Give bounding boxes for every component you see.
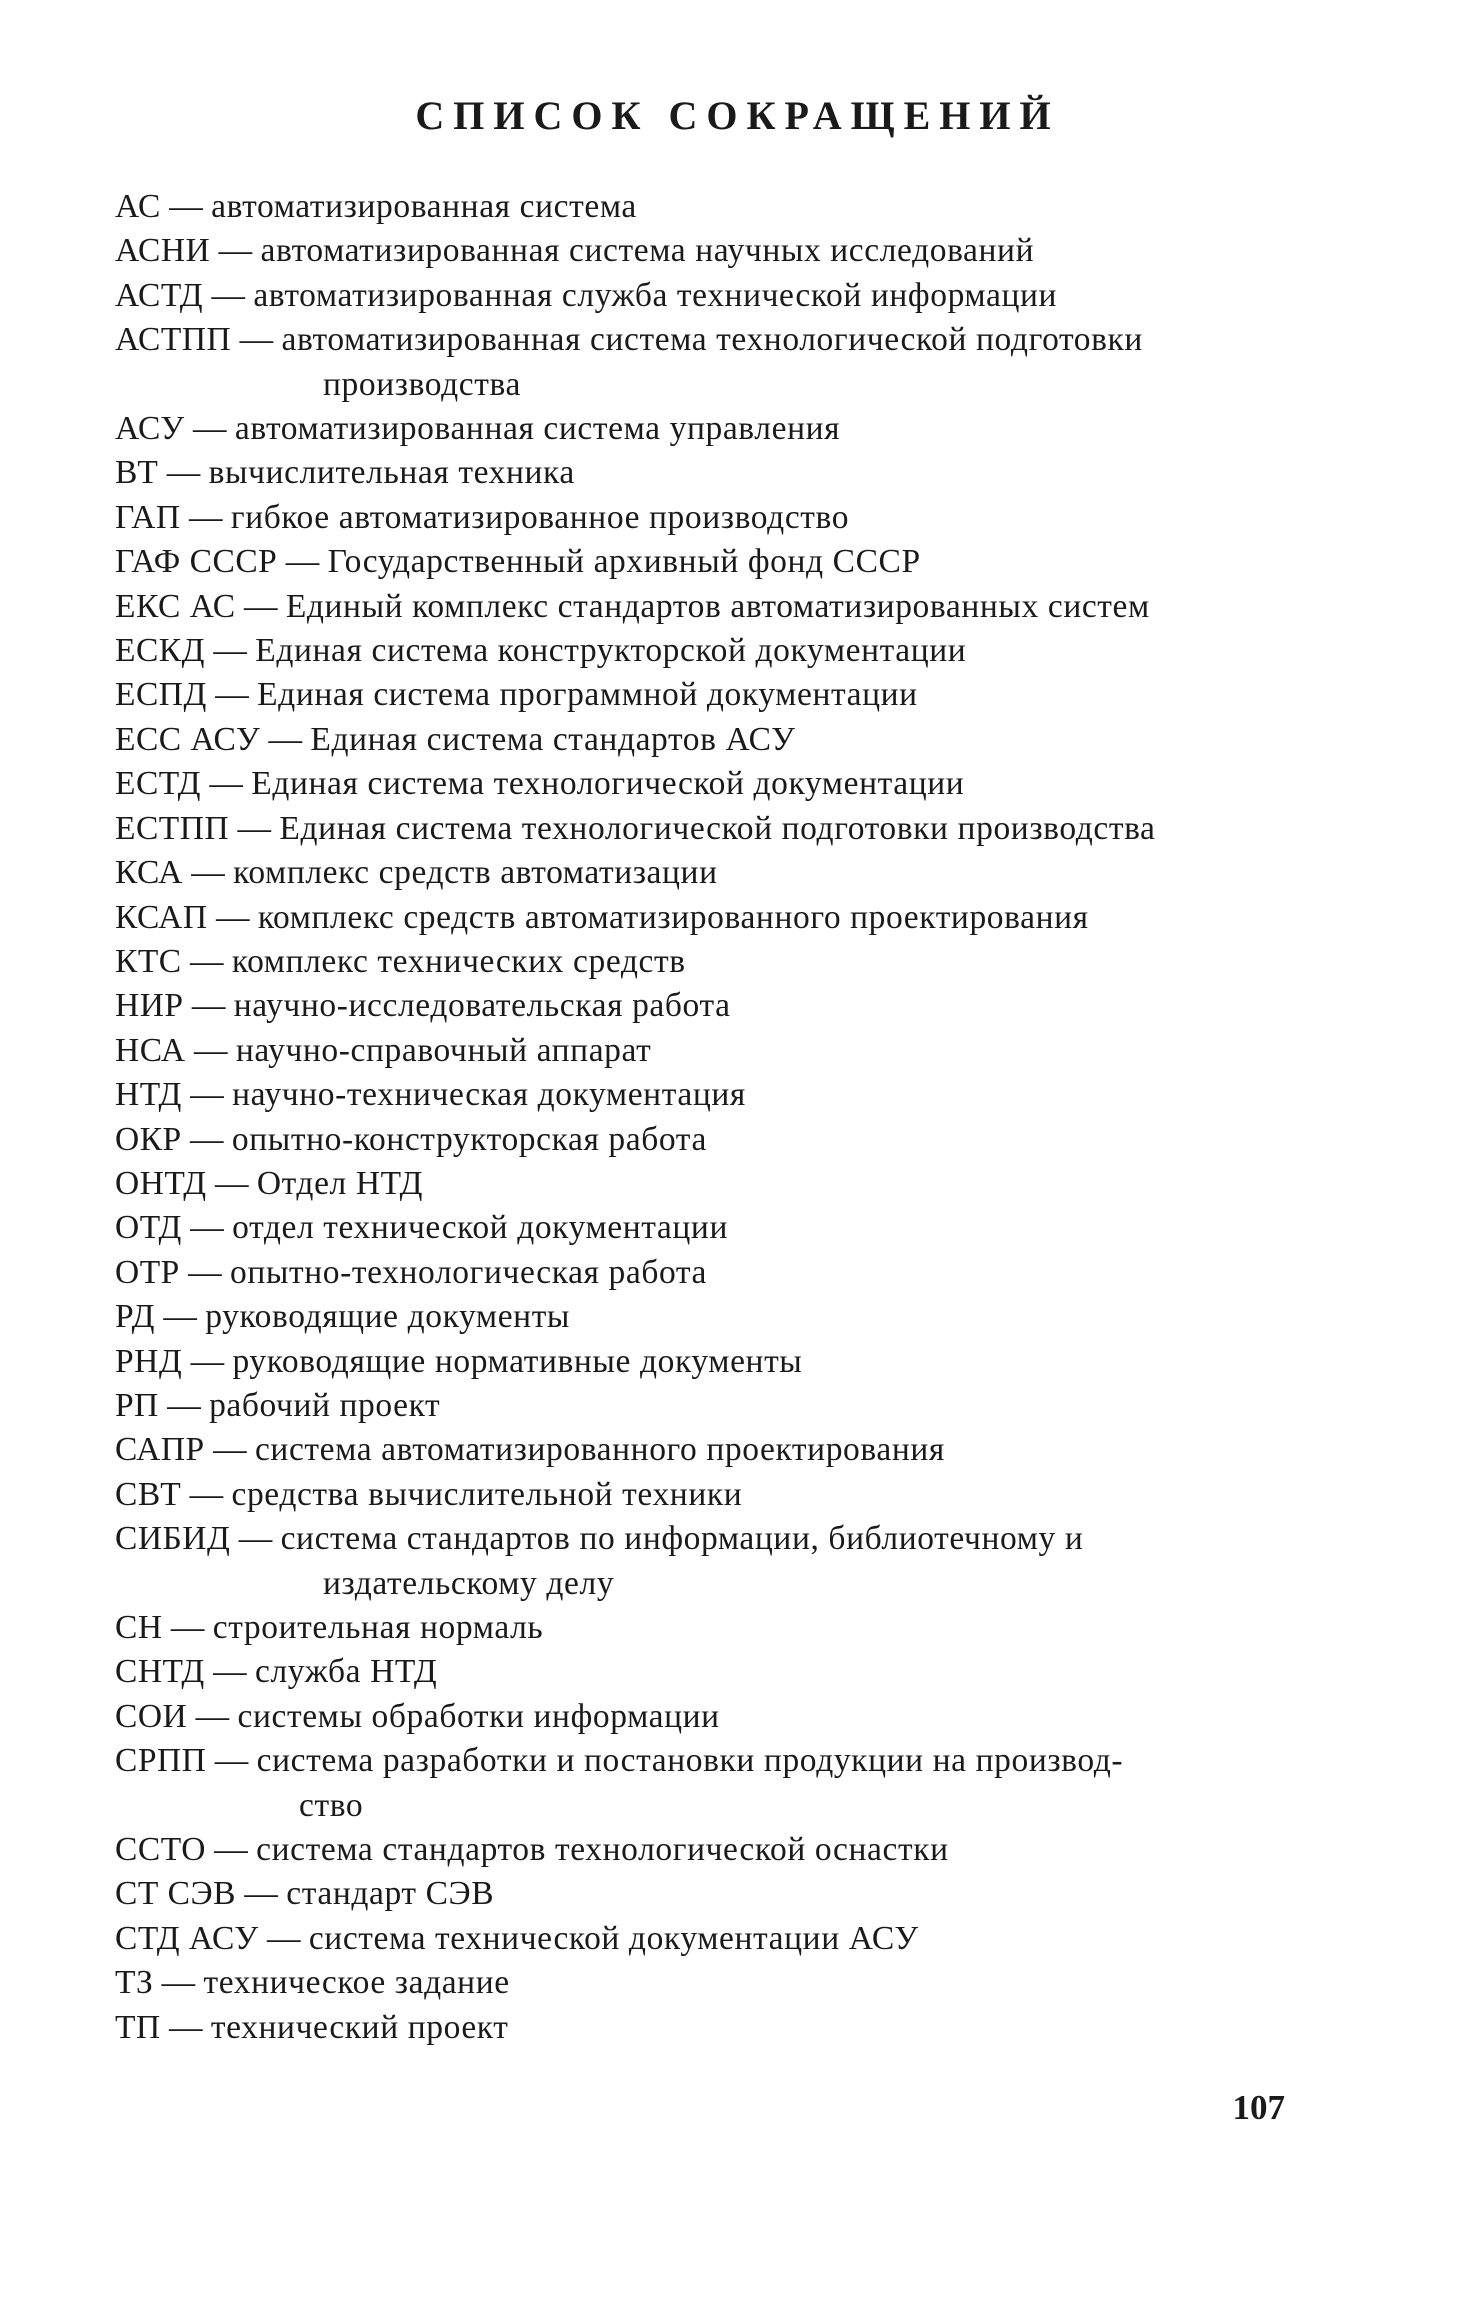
definition: научно-исследовательская работа [233, 987, 731, 1025]
list-item [115, 1251, 1285, 1295]
definition-continuation: производства [323, 365, 521, 403]
list-item [115, 762, 1285, 806]
list-item [115, 984, 1285, 1028]
definition: автоматизированная система [211, 188, 637, 225]
abbreviation: СТД АСУ [115, 1919, 259, 1957]
list-item [115, 1073, 1285, 1117]
list-item [115, 1118, 1285, 1162]
list-item [115, 1295, 1285, 1339]
list-item [115, 1872, 1285, 1916]
abbreviation: НИР [115, 987, 184, 1025]
definition: стандарт СЭВ [286, 1875, 495, 1913]
abbreviation: ЕКС АС [115, 587, 236, 625]
definition: научно-техническая документация [232, 1076, 746, 1114]
definition: система автоматизированного проектирования [254, 1431, 945, 1469]
list-item [115, 718, 1285, 762]
dash-separator: — [190, 1342, 225, 1380]
dash-separator: — [238, 1520, 273, 1558]
list-item [115, 496, 1285, 540]
abbreviation: ЕСТПП [115, 809, 230, 847]
dash-separator: — [169, 188, 203, 225]
abbreviation: АСНИ [115, 232, 211, 270]
abbreviation: ОНТД [115, 1164, 207, 1202]
list-item [115, 1917, 1285, 1961]
list-item [115, 1517, 1285, 1606]
list-item [115, 185, 1285, 229]
definition-continuation: ство [299, 1786, 364, 1824]
abbreviation: АС [115, 188, 161, 225]
definition: комплекс технических средств [231, 942, 686, 980]
definition: руководящие документы [205, 1298, 571, 1336]
list-item [115, 807, 1285, 851]
definition: опытно-технологическая работа [230, 1253, 708, 1291]
abbreviation: РНД [115, 1342, 183, 1380]
definition: комплекс средств автоматизации [233, 854, 718, 892]
definition: автоматизированная система научных исследований [260, 232, 1035, 270]
dash-separator: — [191, 854, 225, 892]
dash-separator: — [244, 1875, 278, 1913]
definition: система технической документации АСУ [308, 1919, 919, 1957]
list-item [115, 1428, 1285, 1472]
list-item [115, 673, 1285, 717]
definition: Единая система технологической подготовки производства [279, 809, 1156, 847]
list-item [115, 318, 1285, 407]
list-item [115, 1695, 1285, 1739]
abbreviation: ССТО [115, 1831, 206, 1869]
definition: технический проект [210, 2008, 509, 2046]
dash-separator: — [188, 498, 223, 536]
definition: система стандартов по информации, библиотечному и [280, 1520, 1084, 1558]
dash-separator: — [193, 1031, 228, 1069]
abbreviation: НСА [115, 1031, 186, 1069]
definition: Единый комплекс стандартов автоматизированных систем [285, 587, 1150, 625]
abbreviation: РП [115, 1386, 159, 1424]
definition: средства вычислительной техники [231, 1475, 743, 1513]
definition: опытно-конструкторская работа [231, 1120, 707, 1158]
abbreviation: САПР [115, 1431, 205, 1469]
abbreviation: АСТД [115, 276, 204, 314]
abbreviation: ТП [115, 2008, 161, 2046]
definition: Единая система технологической документации [251, 765, 965, 803]
dash-separator: — [237, 809, 272, 847]
list-item [115, 1961, 1285, 2005]
dash-separator: — [163, 1298, 197, 1336]
dash-separator: — [191, 987, 226, 1025]
dash-separator: — [243, 587, 278, 625]
abbreviation: СТ СЭВ [115, 1875, 236, 1913]
dash-separator: — [193, 410, 227, 448]
definition: Единая система программной документации [257, 676, 918, 714]
page-title: СПИСОК СОКРАЩЕНИЙ [415, 93, 1060, 138]
list-item [115, 1606, 1285, 1650]
definition: Отдел НТД [256, 1164, 424, 1202]
list-item [115, 629, 1285, 673]
dash-separator: — [190, 942, 224, 980]
definition: автоматизированная служба технической информации [253, 276, 1058, 314]
list-item [115, 1162, 1285, 1206]
abbreviation: СН [115, 1609, 163, 1646]
definition: комплекс средств автоматизированного проектирования [257, 898, 1089, 936]
abbreviation: АСУ [115, 410, 185, 448]
list-item [115, 451, 1285, 495]
abbreviation-list [115, 185, 1285, 2050]
list-item [115, 1828, 1285, 1872]
definition: научно-справочный аппарат [235, 1031, 652, 1069]
dash-separator: — [169, 2008, 203, 2046]
dash-separator: — [190, 1120, 224, 1158]
abbreviation: РД [115, 1298, 155, 1336]
abbreviation: ЕСПД [115, 676, 207, 714]
definition: техническое задание [203, 1964, 510, 2002]
abbreviation: СИБИД [115, 1520, 231, 1558]
list-item [115, 1206, 1285, 1250]
dash-separator: — [190, 1209, 224, 1247]
page-number: 107 [1232, 2088, 1285, 2127]
abbreviation: ТЗ [115, 1964, 154, 2002]
definition: служба НТД [255, 1653, 438, 1691]
definition: Единая система конструкторской документации [255, 632, 967, 670]
dash-separator: — [239, 321, 274, 359]
definition: системы обработки информации [237, 1697, 720, 1735]
definition: гибкое автоматизированное производство [230, 498, 850, 536]
definition: Государственный архивный фонд СССР [327, 543, 921, 581]
list-item [115, 896, 1285, 940]
definition: вычислительная техника [208, 454, 575, 492]
list-item [115, 540, 1285, 584]
dash-separator: — [213, 1653, 247, 1691]
list-item [115, 229, 1285, 273]
abbreviation: ЕСТД [115, 765, 202, 803]
dash-separator: — [285, 543, 320, 581]
dash-separator: — [170, 1609, 205, 1646]
abbreviation: ВТ [115, 454, 159, 492]
dash-separator: — [190, 1076, 224, 1114]
definition: руководящие нормативные документы [232, 1342, 803, 1380]
list-item [115, 1650, 1285, 1694]
definition: рабочий проект [209, 1386, 441, 1424]
dash-separator: — [195, 1697, 230, 1735]
dash-separator: — [214, 1831, 248, 1869]
dash-separator: — [218, 232, 253, 270]
definition: Единая система стандартов АСУ [310, 720, 796, 758]
abbreviation: СОИ [115, 1697, 188, 1735]
abbreviation: НТД [115, 1076, 182, 1114]
dash-separator: — [211, 276, 245, 314]
list-item [115, 1473, 1285, 1517]
abbreviation: СРПП [115, 1742, 207, 1780]
list-item [115, 1029, 1285, 1073]
list-item [115, 407, 1285, 451]
dash-separator: — [188, 1253, 222, 1291]
dash-separator: — [209, 765, 243, 803]
definition: автоматизированная система технологической подготовки [281, 321, 1143, 359]
abbreviation: ЕСКД [115, 632, 206, 670]
definition: система стандартов технологической оснастки [256, 1831, 949, 1869]
dash-separator: — [266, 1919, 301, 1957]
definition: система разработки и постановки продукции на производ- [256, 1742, 1124, 1780]
dash-separator: — [213, 1431, 247, 1469]
list-item [115, 585, 1285, 629]
abbreviation: СНТД [115, 1653, 205, 1691]
dash-separator: — [161, 1964, 196, 2002]
definition: автоматизированная система управления [234, 410, 841, 448]
abbreviation: СВТ [115, 1475, 182, 1513]
abbreviation: ОКР [115, 1120, 182, 1158]
abbreviation: ГАФ СССР [115, 543, 278, 581]
abbreviation: ГАП [115, 498, 181, 536]
abbreviation: КТС [115, 942, 182, 980]
dash-separator: — [268, 720, 303, 758]
abbreviation: АСТПП [115, 321, 232, 359]
dash-separator: — [215, 898, 250, 936]
definition: строительная нормаль [212, 1609, 544, 1646]
list-item [115, 851, 1285, 895]
list-item [115, 1739, 1285, 1828]
list-item [115, 1384, 1285, 1428]
list-item [115, 940, 1285, 984]
dash-separator: — [166, 454, 201, 492]
dash-separator: — [214, 1164, 249, 1202]
list-item [115, 274, 1285, 318]
abbreviation: ОТД [115, 1209, 182, 1247]
dash-separator: — [167, 1386, 201, 1424]
abbreviation: ЕСС АСУ [115, 720, 261, 758]
definition-continuation: издательскому делу [323, 1564, 615, 1602]
dash-separator: — [214, 1742, 249, 1780]
definition: отдел технической документации [232, 1209, 728, 1247]
dash-separator: — [189, 1475, 224, 1513]
dash-separator: — [215, 676, 249, 714]
abbreviation: КСА [115, 854, 183, 892]
dash-separator: — [213, 632, 247, 670]
abbreviation: КСАП [115, 898, 208, 936]
list-item [115, 2006, 1285, 2050]
abbreviation: ОТР [115, 1253, 180, 1291]
list-item [115, 1340, 1285, 1384]
